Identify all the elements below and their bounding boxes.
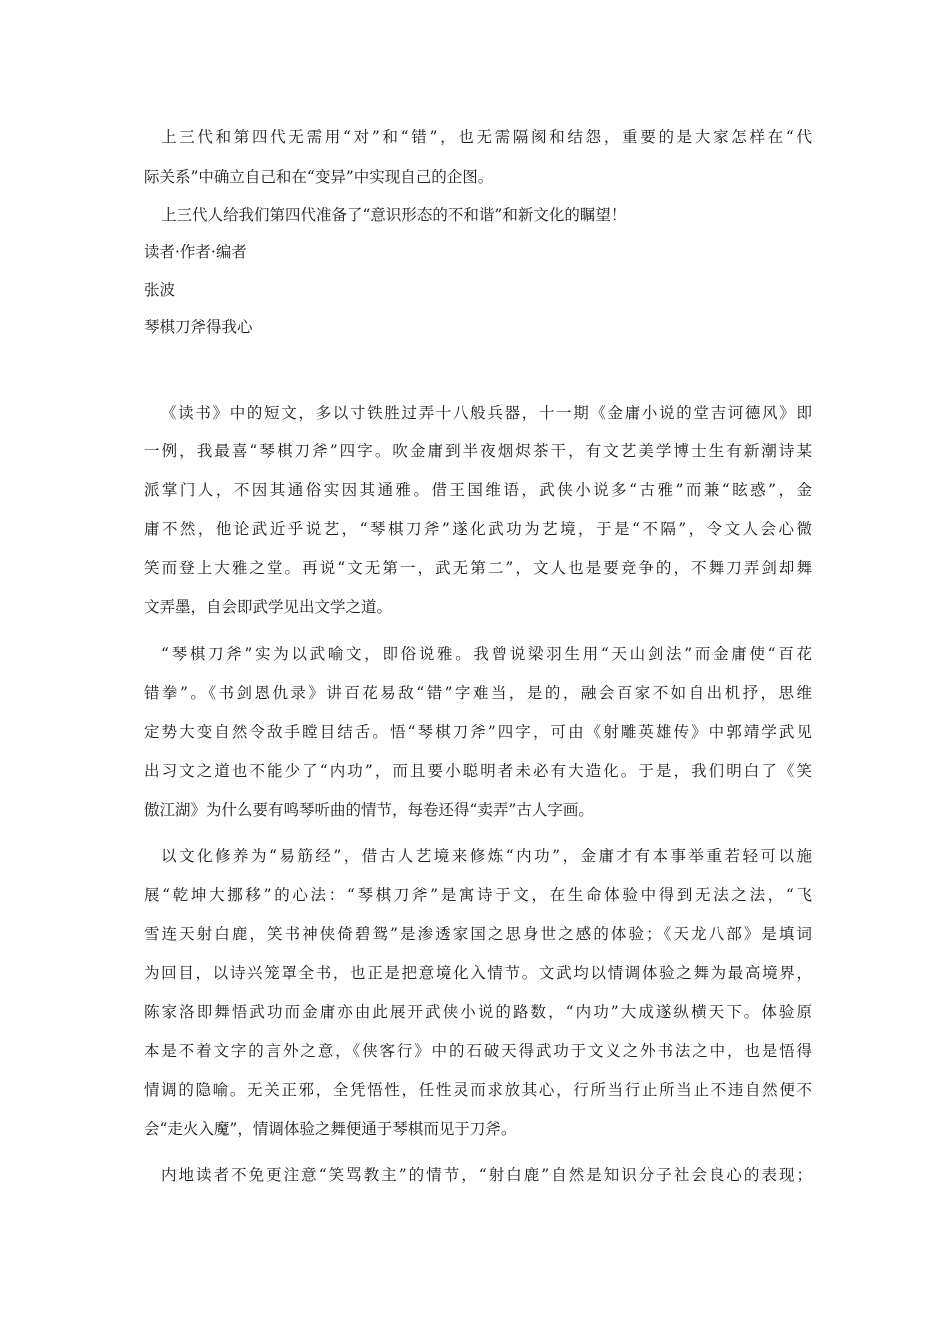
body-para2-line2: 错拳”。《书剑恩仇录》讲百花易敌“错”字难当，是的，融会百家不如自出机抒，思维 xyxy=(144,684,812,702)
top-para1-line2: 际关系”中确立自己和在“变异”中实现自己的企图。 xyxy=(144,168,494,186)
body-para1-line6: 文弄墨，自会即武学见出文学之道。 xyxy=(144,598,393,616)
top-para2: 上三代人给我们第四代准备了“意识形态的不和谐”和新文化的瞩望！ xyxy=(161,206,627,224)
body-para3-line5: 陈家洛即舞悟武功而金庸亦由此展开武侠小说的路数，“内功”大成遂纵横天下。体验原 xyxy=(144,1003,812,1021)
body-para2-line3: 定势大变自然令敌手瞠目结舌。悟“琴棋刀斧”四字，可由《射雕英雄传》中郭靖学武见 xyxy=(144,723,812,741)
body-para3-line1: 以文化修养为“易筋经”，借古人艺境来修炼“内功”，金庸才有本事举重若轻可以施 xyxy=(161,847,812,865)
body-para4-line1: 内地读者不免更注意“笑骂教主”的情节，“射白鹿”自然是知识分子社会良心的表现； xyxy=(161,1166,812,1184)
body-para3-line6: 本是不着文字的言外之意，《侠客行》中的石破天得武功于文义之外书法之中，也是悟得 xyxy=(144,1042,812,1060)
body-para1-line4: 庸不然，他论武近乎说艺，“琴棋刀斧”遂化武功为艺境，于是“不隔”，令文人会心微 xyxy=(144,520,812,538)
body-para3-line3: 雪连天射白鹿，笑书神侠倚碧鸳”是渗透家国之思身世之感的体验；《天龙八部》是填词 xyxy=(144,925,812,943)
body-para1-line3: 派掌门人，不因其通俗实因其通雅。借王国维语，武侠小说多“古雅”而兼“眩惑”，金 xyxy=(144,481,812,499)
body-para1-line2: 一例，我最喜“琴棋刀斧”四字。吹金庸到半夜烟烬茶干，有文艺美学博士生有新潮诗某 xyxy=(144,442,812,460)
body-para1-line1: 《读书》中的短文，多以寸铁胜过弄十八般兵器，十一期《金庸小说的堂吉诃德风》即 xyxy=(161,404,812,422)
article-title: 琴棋刀斧得我心 xyxy=(144,318,253,336)
author-name: 张波 xyxy=(144,281,176,299)
section-label: 读者·作者·编者 xyxy=(144,243,247,261)
body-para2-line4: 出习文之道也不能少了“内功”，而且要小聪明者未必有大造化。于是，我们明白了《笑 xyxy=(144,762,812,780)
body-para3-line7: 情调的隐喻。无关正邪，全凭悟性，任性灵而求放其心，行所当行止所当止不违自然便不 xyxy=(144,1081,812,1099)
body-para1-line5: 笑而登上大雅之堂。再说“文无第一，武无第二”，文人也是要竞争的，不舞刀弄剑却舞 xyxy=(144,559,812,577)
body-para3-line2: 展“乾坤大挪移”的心法：“琴棋刀斧”是寓诗于文，在生命体验中得到无法之法，“飞 xyxy=(144,886,812,904)
body-para2-line1: “琴棋刀斧”实为以武喻文，即俗说雅。我曾说梁羽生用“天山剑法”而金庸使“百花 xyxy=(161,645,812,663)
top-para1-line1: 上三代和第四代无需用“对”和“错”，也无需隔阂和结怨，重要的是大家怎样在“代 xyxy=(161,128,812,146)
body-para3-line8: 会“走火入魔”，情调体验之舞便通于琴棋而见于刀斧。 xyxy=(144,1120,517,1138)
body-para2-line5: 傲江湖》为什么要有鸣琴听曲的情节，每卷还得“卖弄”古人字画。 xyxy=(144,801,594,819)
body-para3-line4: 为回目，以诗兴笼罩全书，也正是把意境化入情节。文武均以情调体验之舞为最高境界， xyxy=(144,964,812,982)
